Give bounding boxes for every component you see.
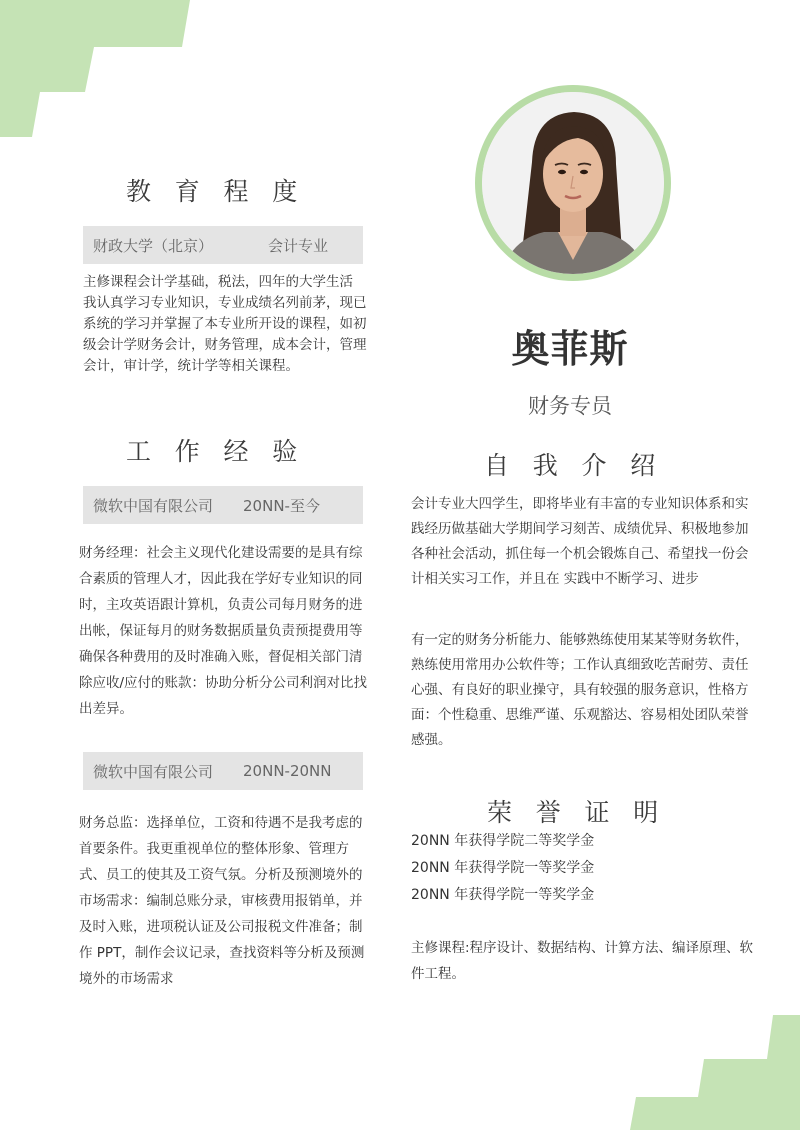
about-paragraph: 会计专业大四学生，即将毕业有丰富的专业知识体系和实践经历做基础大学期间学习刻苦、成绩优异、积极地参加各种社会活动，抓住每一个机会锻炼自己、希望找一份会计相关实习工作，并且在 实践中不断学习、进步: [411, 496, 749, 587]
profile-photo-frame: [475, 85, 671, 281]
education-description: 主修课程会计学基础，税法，四年的大学生活 我认真学习专业知识，专业成绩名列前茅，现已系统的学习并掌握了本专业所开设的课程，如初级会计学财务会计，财务管理，成本会计，管理会计，审计学，统计学等相关课程。: [83, 274, 367, 374]
honor-item: 20NN 年获得学院二等奖学金: [411, 833, 595, 849]
about-heading: 自我介绍: [484, 451, 680, 480]
honor-item: 20NN 年获得学院一等奖学金: [411, 860, 595, 876]
honor-item: 20NN 年获得学院一等奖学金: [411, 887, 595, 903]
work-job-bar-2: [83, 752, 363, 790]
education-heading: 教育程度: [126, 177, 322, 206]
candidate-name: 奥菲斯: [511, 327, 629, 371]
top-left-decoration: [0, 0, 190, 140]
job-company: 微软中国有限公司: [93, 496, 214, 515]
school-name: 财政大学（北京）: [93, 236, 214, 255]
courses-text: 主修课程:程序设计、数据结构、计算方法、编译原理、软件工程。: [411, 940, 754, 982]
work-heading: 工作经验: [126, 437, 322, 466]
job-period: 20NN-20NN: [243, 762, 332, 780]
education-school-bar: [83, 226, 363, 264]
about-paragraph: 有一定的财务分析能力、能够熟练使用某某等财务软件，熟练使用常用办公软件等；工作认真细致吃苦耐劳、责任心强、有良好的职业操守，具有较强的服务意识，性格方面：个性稳重、思维严谨、乐观豁达、容易相处团队荣誉感强。: [411, 632, 749, 748]
avatar: [482, 92, 664, 274]
job-period: 20NN-至今: [243, 496, 320, 515]
job-description: 财务经理：社会主义现代化建设需要的是具有综合素质的管理人才，因此我在学好专业知识的同时，主攻英语跟计算机，负责公司每月财务的进出帐，保证每月的财务数据质量负责预提费用等确保各种费用的及时准确入账，督促相关部门清除应收/应付的账款：协助分析分公司利润对比找出差异。: [79, 545, 368, 717]
job-description: 财务总监：选择单位，工资和待遇不是我考虑的首要条件。我更重视单位的整体形象、管理方式、员工的使其及工资气氛。分析及预测境外的市场需求：编制总账分录，审核费用报销单，并及时入账，进项税认证及公司报税文件准备；制作 PPT，制作会议记录，查找资料等分析及预测境外的市场需求: [79, 815, 365, 987]
job-company: 微软中国有限公司: [93, 762, 214, 781]
work-job-bar-1: [83, 486, 363, 524]
bottom-right-decoration: [630, 1015, 800, 1130]
candidate-job-title: 财务专员: [528, 394, 612, 418]
honors-heading: 荣誉证明: [487, 798, 683, 827]
major-name: 会计专业: [268, 236, 329, 255]
portrait-illustration: [482, 92, 664, 274]
